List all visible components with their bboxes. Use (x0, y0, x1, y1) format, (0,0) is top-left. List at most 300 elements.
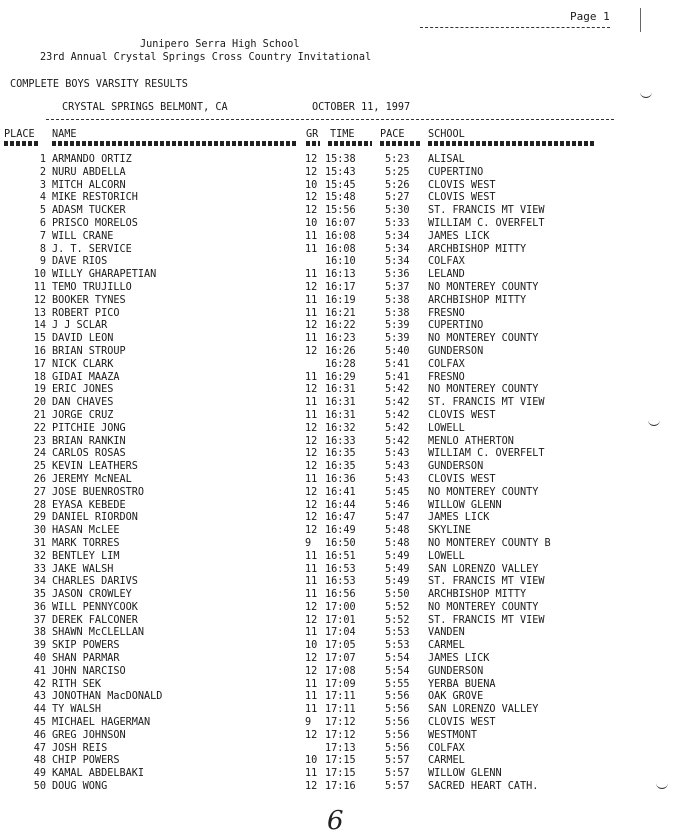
pace-cell: 5:50 (385, 589, 410, 601)
grade-cell: 11 (305, 627, 318, 639)
name-cell: DAVID LEON (52, 333, 114, 345)
table-row (0, 755, 691, 768)
name-cell: JOSH REIS (52, 742, 108, 754)
time-cell: 16:36 (325, 473, 356, 485)
time-cell: 17:16 (325, 781, 356, 793)
place-cell: 8 (39, 243, 46, 255)
grade-cell: 11 (305, 691, 318, 703)
place-cell: 23 (33, 435, 46, 447)
time-cell: 17:11 (325, 691, 356, 703)
grade-cell: 12 (305, 512, 318, 524)
table-row (0, 256, 691, 269)
grade-cell: 10 (305, 179, 318, 191)
table-row (0, 551, 691, 564)
time-cell: 17:08 (325, 665, 356, 677)
grade-cell: 11 (305, 550, 318, 562)
grade-cell: 11 (305, 307, 318, 319)
time-cell: 16:35 (325, 461, 356, 473)
school-cell: ARCHBISHOP MITTY (428, 243, 527, 255)
name-cell: BENTLEY LIM (52, 550, 120, 562)
school-cell: JAMES LICK (428, 512, 490, 524)
time-cell: 16:07 (325, 217, 356, 229)
column-header-name: NAME (52, 129, 77, 140)
place-cell: 38 (33, 627, 46, 639)
time-cell: 17:15 (325, 768, 356, 780)
school-cell: GUNDERSON (428, 345, 484, 357)
time-cell: 16:26 (325, 345, 356, 357)
pace-cell: 5:56 (385, 742, 410, 754)
date: OCTOBER 11, 1997 (312, 102, 411, 113)
grade-cell: 12 (305, 435, 318, 447)
school-cell: LOWELL (428, 422, 465, 434)
pace-cell: 5:40 (385, 345, 410, 357)
pace-cell: 5:53 (385, 627, 410, 639)
name-cell: ROBERT PICO (52, 307, 120, 319)
grade-cell: 12 (305, 653, 318, 665)
time-cell: 16:49 (325, 525, 356, 537)
grade-cell: 10 (305, 640, 318, 652)
place-cell: 39 (33, 640, 46, 652)
name-cell: SHAN PARMAR (52, 653, 120, 665)
school-cell: CUPERTINO (428, 166, 484, 178)
pace-cell: 5:39 (385, 320, 410, 332)
name-cell: WILL CRANE (52, 230, 114, 242)
time-cell: 15:43 (325, 166, 356, 178)
grade-cell: 9 (305, 537, 312, 549)
table-row (0, 525, 691, 538)
time-cell: 17:12 (325, 717, 356, 729)
place-cell: 43 (33, 691, 46, 703)
table-row (0, 679, 691, 692)
grade-cell: 11 (305, 333, 318, 345)
place-cell: 32 (33, 550, 46, 562)
school-cell: FRESNO (428, 307, 465, 319)
pace-cell: 5:30 (385, 205, 410, 217)
place-cell: 30 (33, 525, 46, 537)
school-cell: LOWELL (428, 550, 465, 562)
place-cell: 40 (33, 653, 46, 665)
table-row (0, 269, 691, 282)
time-cell: 16:35 (325, 448, 356, 460)
grade-cell: 12 (305, 384, 318, 396)
header-rule (46, 119, 614, 120)
name-cell: CHIP POWERS (52, 755, 120, 767)
school-cell: CLOVIS WEST (428, 192, 496, 204)
table-row (0, 730, 691, 743)
grade-cell: 12 (305, 281, 318, 293)
grade-cell: 12 (305, 499, 318, 511)
table-row (0, 436, 691, 449)
school-cell: WILLIAM C. OVERFELT (428, 217, 545, 229)
table-row (0, 602, 691, 615)
place-cell: 10 (33, 269, 46, 281)
grade-cell: 12 (305, 154, 318, 165)
grade-cell: 11 (305, 294, 318, 306)
time-cell: 16:53 (325, 563, 356, 575)
place-cell: 19 (33, 384, 46, 396)
school-cell: CUPERTINO (428, 320, 484, 332)
time-cell: 16:31 (325, 384, 356, 396)
school-cell: ARCHBISHOP MITTY (428, 589, 527, 601)
place-cell: 26 (33, 473, 46, 485)
pace-cell: 5:42 (385, 422, 410, 434)
school-cell: NO MONTEREY COUNTY (428, 384, 539, 396)
table-row (0, 500, 691, 513)
school-cell: NO MONTEREY COUNTY (428, 281, 539, 293)
event-title: 23rd Annual Crystal Springs Cross Country Invitational (40, 52, 372, 63)
pace-cell: 5:49 (385, 563, 410, 575)
school-cell: NO MONTEREY COUNTY (428, 486, 539, 498)
grade-cell: 11 (305, 563, 318, 575)
table-row (0, 154, 691, 167)
place-cell: 36 (33, 601, 46, 613)
time-cell: 16:08 (325, 230, 356, 242)
table-row (0, 768, 691, 781)
grade-cell: 11 (305, 371, 318, 383)
school-cell: GUNDERSON (428, 461, 484, 473)
pace-cell: 5:37 (385, 281, 410, 293)
school-cell: SKYLINE (428, 525, 471, 537)
place-cell: 45 (33, 717, 46, 729)
time-cell: 16:31 (325, 409, 356, 421)
time-cell: 16:56 (325, 589, 356, 601)
time-cell: 17:12 (325, 729, 356, 741)
name-cell: HASAN McLEE (52, 525, 120, 537)
location: CRYSTAL SPRINGS BELMONT, CA (62, 102, 228, 113)
name-cell: ERIC JONES (52, 384, 114, 396)
school-cell: ST. FRANCIS MT VIEW (428, 205, 545, 217)
separator-time (328, 141, 372, 146)
pace-cell: 5:42 (385, 397, 410, 409)
name-cell: JORGE CRUZ (52, 409, 114, 421)
table-row (0, 461, 691, 474)
place-cell: 18 (33, 371, 46, 383)
time-cell: 16:21 (325, 307, 356, 319)
place-cell: 15 (33, 333, 46, 345)
school-cell: ALISAL (428, 154, 465, 165)
pace-cell: 5:34 (385, 230, 410, 242)
place-cell: 9 (39, 256, 46, 268)
name-cell: SHAWN McCLELLAN (52, 627, 145, 639)
pace-cell: 5:27 (385, 192, 410, 204)
name-cell: JOSE BUENROSTRO (52, 486, 145, 498)
table-row (0, 244, 691, 257)
name-cell: RITH SEK (52, 678, 102, 690)
school-cell: CARMEL (428, 640, 465, 652)
pace-cell: 5:55 (385, 678, 410, 690)
name-cell: BRIAN STROUP (52, 345, 126, 357)
school-cell: ST. FRANCIS MT VIEW (428, 576, 545, 588)
time-cell: 16:31 (325, 397, 356, 409)
pace-cell: 5:26 (385, 179, 410, 191)
name-cell: JAKE WALSH (52, 563, 114, 575)
name-cell: JOHN NARCISO (52, 665, 126, 677)
school-cell: NO MONTEREY COUNTY B (428, 537, 551, 549)
school-cell: WILLIAM C. OVERFELT (428, 448, 545, 460)
grade-cell: 12 (305, 601, 318, 613)
place-cell: 17 (33, 358, 46, 370)
pace-cell: 5:52 (385, 614, 410, 626)
time-cell: 15:45 (325, 179, 356, 191)
place-cell: 11 (33, 281, 46, 293)
pace-cell: 5:54 (385, 653, 410, 665)
name-cell: CHARLES DARIVS (52, 576, 138, 588)
time-cell: 15:48 (325, 192, 356, 204)
place-cell: 48 (33, 755, 46, 767)
pace-cell: 5:54 (385, 665, 410, 677)
time-cell: 16:33 (325, 435, 356, 447)
pace-cell: 5:36 (385, 269, 410, 281)
school-cell: LELAND (428, 269, 465, 281)
table-row (0, 512, 691, 525)
name-cell: TY WALSH (52, 704, 102, 716)
column-header-gr: GR (306, 129, 319, 140)
time-cell: 17:04 (325, 627, 356, 639)
separator-place (4, 141, 40, 146)
school-cell: CLOVIS WEST (428, 473, 496, 485)
place-cell: 44 (33, 704, 46, 716)
table-row (0, 372, 691, 385)
grade-cell: 11 (305, 230, 318, 242)
name-cell: SKIP POWERS (52, 640, 120, 652)
place-cell: 21 (33, 409, 46, 421)
name-cell: PRISCO MORELOS (52, 217, 138, 229)
table-row (0, 615, 691, 628)
time-cell: 16:44 (325, 499, 356, 511)
time-cell: 17:01 (325, 614, 356, 626)
school-cell: CLOVIS WEST (428, 717, 496, 729)
time-cell: 17:09 (325, 678, 356, 690)
school-cell: MENLO ATHERTON (428, 435, 514, 447)
place-cell: 14 (33, 320, 46, 332)
column-header-place: PLACE (4, 129, 35, 140)
place-cell: 7 (39, 230, 46, 242)
name-cell: MITCH ALCORN (52, 179, 126, 191)
pace-cell: 5:25 (385, 166, 410, 178)
place-cell: 5 (39, 205, 46, 217)
pace-cell: 5:45 (385, 486, 410, 498)
table-row (0, 691, 691, 704)
place-cell: 16 (33, 345, 46, 357)
separator-gr (306, 141, 320, 146)
time-cell: 17:13 (325, 742, 356, 754)
table-row (0, 333, 691, 346)
table-row (0, 423, 691, 436)
school-cell: SACRED HEART CATH. (428, 781, 539, 793)
place-cell: 12 (33, 294, 46, 306)
pace-cell: 5:56 (385, 729, 410, 741)
pace-cell: 5:56 (385, 704, 410, 716)
table-row (0, 359, 691, 372)
pace-cell: 5:48 (385, 537, 410, 549)
school-cell: NO MONTEREY COUNTY (428, 333, 539, 345)
grade-cell: 12 (305, 205, 318, 217)
name-cell: JONOTHAN MacDONALD (52, 691, 163, 703)
time-cell: 15:56 (325, 205, 356, 217)
place-cell: 46 (33, 729, 46, 741)
separator-pace (380, 141, 420, 146)
grade-cell: 11 (305, 243, 318, 255)
pace-cell: 5:43 (385, 473, 410, 485)
place-cell: 24 (33, 448, 46, 460)
table-row (0, 320, 691, 333)
table-row (0, 231, 691, 244)
edge-mark (640, 8, 644, 32)
pace-cell: 5:34 (385, 243, 410, 255)
school-cell: SAN LORENZO VALLEY (428, 563, 539, 575)
grade-cell: 12 (305, 525, 318, 537)
school-cell: JAMES LICK (428, 653, 490, 665)
margin-tick (640, 92, 652, 98)
pace-cell: 5:49 (385, 576, 410, 588)
place-cell: 29 (33, 512, 46, 524)
time-cell: 16:13 (325, 269, 356, 281)
time-cell: 16:47 (325, 512, 356, 524)
name-cell: JEREMY McNEAL (52, 473, 132, 485)
place-cell: 50 (33, 781, 46, 793)
table-row (0, 717, 691, 730)
table-row (0, 384, 691, 397)
table-row (0, 640, 691, 653)
grade-cell: 12 (305, 320, 318, 332)
pace-cell: 5:33 (385, 217, 410, 229)
table-row (0, 448, 691, 461)
name-cell: DAVE RIOS (52, 256, 108, 268)
name-cell: NURU ABDELLA (52, 166, 126, 178)
name-cell: GREG JOHNSON (52, 729, 126, 741)
grade-cell: 12 (305, 665, 318, 677)
time-cell: 16:51 (325, 550, 356, 562)
time-cell: 16:32 (325, 422, 356, 434)
pace-cell: 5:46 (385, 499, 410, 511)
name-cell: MIKE RESTORICH (52, 192, 138, 204)
school-cell: CLOVIS WEST (428, 409, 496, 421)
place-cell: 2 (39, 166, 46, 178)
name-cell: MARK TORRES (52, 537, 120, 549)
time-cell: 17:05 (325, 640, 356, 652)
grade-cell: 11 (305, 269, 318, 281)
results-title: COMPLETE BOYS VARSITY RESULTS (10, 79, 188, 90)
header-separator (4, 141, 614, 145)
grade-cell: 10 (305, 217, 318, 229)
table-row (0, 589, 691, 602)
school-cell: COLFAX (428, 358, 465, 370)
table-row (0, 653, 691, 666)
table-row (0, 743, 691, 756)
name-cell: WILLY GHARAPETIAN (52, 269, 157, 281)
place-cell: 41 (33, 665, 46, 677)
place-cell: 34 (33, 576, 46, 588)
column-header-pace: PACE (380, 129, 405, 140)
name-cell: J. T. SERVICE (52, 243, 132, 255)
name-cell: EYASA KEBEDE (52, 499, 126, 511)
school-cell: COLFAX (428, 256, 465, 268)
pace-cell: 5:57 (385, 781, 410, 793)
time-cell: 16:22 (325, 320, 356, 332)
table-row (0, 295, 691, 308)
place-cell: 22 (33, 422, 46, 434)
grade-cell: 12 (305, 448, 318, 460)
pace-cell: 5:57 (385, 755, 410, 767)
place-cell: 49 (33, 768, 46, 780)
results-table (0, 154, 691, 794)
school-cell: VANDEN (428, 627, 465, 639)
table-row (0, 282, 691, 295)
time-cell: 16:28 (325, 358, 356, 370)
grade-cell: 11 (305, 768, 318, 780)
table-row (0, 781, 691, 794)
table-row (0, 397, 691, 410)
school-cell: YERBA BUENA (428, 678, 496, 690)
name-cell: TEMO TRUJILLO (52, 281, 132, 293)
place-cell: 13 (33, 307, 46, 319)
table-row (0, 576, 691, 589)
pace-cell: 5:41 (385, 358, 410, 370)
grade-cell: 12 (305, 345, 318, 357)
table-row (0, 410, 691, 423)
grade-cell: 12 (305, 486, 318, 498)
pace-cell: 5:57 (385, 768, 410, 780)
place-cell: 47 (33, 742, 46, 754)
pace-cell: 5:42 (385, 435, 410, 447)
time-cell: 17:15 (325, 755, 356, 767)
time-cell: 15:38 (325, 154, 356, 165)
pace-cell: 5:42 (385, 384, 410, 396)
pace-cell: 5:23 (385, 154, 410, 165)
table-row (0, 346, 691, 359)
column-header-school: SCHOOL (428, 129, 465, 140)
table-row (0, 474, 691, 487)
school-cell: OAK GROVE (428, 691, 484, 703)
table-row (0, 487, 691, 500)
school-cell: ST. FRANCIS MT VIEW (428, 397, 545, 409)
school-cell: COLFAX (428, 742, 465, 754)
name-cell: MICHAEL HAGERMAN (52, 717, 151, 729)
name-cell: KAMAL ABDELBAKI (52, 768, 145, 780)
place-cell: 1 (39, 154, 46, 165)
grade-cell: 11 (305, 473, 318, 485)
place-cell: 20 (33, 397, 46, 409)
table-row (0, 167, 691, 180)
table-row (0, 192, 691, 205)
place-cell: 35 (33, 589, 46, 601)
grade-cell: 11 (305, 678, 318, 690)
name-cell: DAN CHAVES (52, 397, 114, 409)
pace-cell: 5:47 (385, 512, 410, 524)
table-row (0, 180, 691, 193)
time-cell: 16:41 (325, 486, 356, 498)
pace-cell: 5:38 (385, 294, 410, 306)
name-cell: PITCHIE JONG (52, 422, 126, 434)
pace-cell: 5:41 (385, 371, 410, 383)
grade-cell: 12 (305, 192, 318, 204)
top-rule (420, 27, 610, 28)
name-cell: BRIAN RANKIN (52, 435, 126, 447)
time-cell: 16:50 (325, 537, 356, 549)
handwritten-mark: 6 (327, 806, 344, 836)
pace-cell: 5:48 (385, 525, 410, 537)
place-cell: 3 (39, 179, 46, 191)
pace-cell: 5:39 (385, 333, 410, 345)
grade-cell: 11 (305, 409, 318, 421)
school-cell: NO MONTEREY COUNTY (428, 601, 539, 613)
name-cell: J J SCLAR (52, 320, 108, 332)
pace-cell: 5:43 (385, 461, 410, 473)
page-label: Page 1 (570, 10, 610, 23)
school-cell: FRESNO (428, 371, 465, 383)
name-cell: DANIEL RIORDON (52, 512, 138, 524)
place-cell: 25 (33, 461, 46, 473)
